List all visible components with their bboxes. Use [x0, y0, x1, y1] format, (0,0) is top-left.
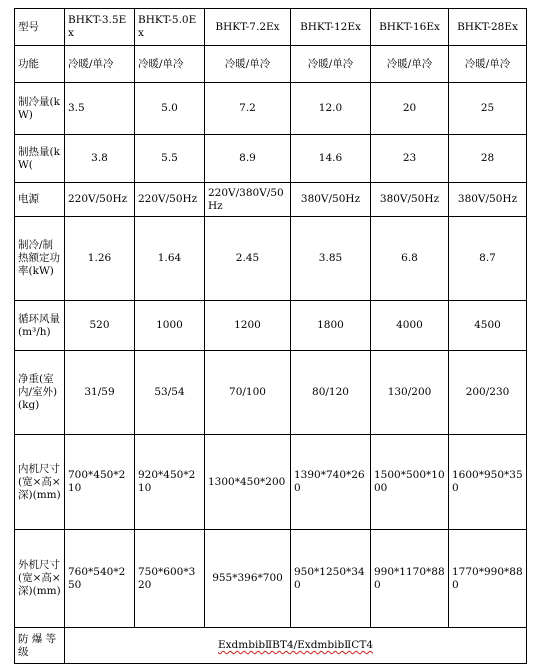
row-label: 功能	[15, 46, 65, 83]
cell: 冷暖/单冷	[135, 46, 205, 83]
row-label: 外机尺寸(宽×高×深)(mm)	[15, 530, 65, 628]
cell: 1600*950*350	[449, 435, 527, 530]
cell: 8.7	[449, 217, 527, 301]
cell: 990*1170*880	[371, 530, 449, 628]
cell: 80/120	[291, 351, 371, 435]
row-airflow	[15, 301, 527, 351]
row-label: 制冷/制热额定功率(kW)	[15, 217, 65, 301]
cell: 5.5	[135, 135, 205, 183]
cell: 冷暖/单冷	[205, 46, 291, 83]
col-header: BHKT-16Ex	[371, 9, 449, 46]
row-label: 制热量(kW(	[15, 135, 65, 183]
row-label: 循环风量(m³/h)	[15, 301, 65, 351]
cell: 220V/50Hz	[65, 183, 135, 217]
row-rated-power	[15, 217, 527, 301]
row-label-model: 型号	[15, 9, 65, 46]
cell: 220V/380V/50Hz	[205, 183, 291, 217]
cell: 冷暖/单冷	[371, 46, 449, 83]
explosion-proof-value: ExdmbibⅡBT4/ExdmbibⅡCT4	[217, 639, 374, 651]
cell: 380V/50Hz	[291, 183, 371, 217]
row-net-weight	[15, 351, 527, 435]
cell: 53/54	[135, 351, 205, 435]
row-label: 防 爆 等级	[15, 628, 65, 664]
cell: 380V/50Hz	[449, 183, 527, 217]
cell: 4500	[449, 301, 527, 351]
col-header: BHKT-12Ex	[291, 9, 371, 46]
cell: 1.64	[135, 217, 205, 301]
col-header: BHKT-5.0Ex	[135, 9, 205, 46]
cell: 760*540*250	[65, 530, 135, 628]
cell: 3.8	[65, 135, 135, 183]
cell: 1800	[291, 301, 371, 351]
cell: 4000	[371, 301, 449, 351]
cell: 28	[449, 135, 527, 183]
cell: 130/200	[371, 351, 449, 435]
spec-table	[14, 8, 527, 664]
cell: 1.26	[65, 217, 135, 301]
cell: 6.8	[371, 217, 449, 301]
row-explosion-proof	[15, 628, 527, 664]
cell: 冷暖/单冷	[65, 46, 135, 83]
cell: 7.2	[205, 83, 291, 135]
cell: 920*450*210	[135, 435, 205, 530]
row-label: 制冷量(kW)	[15, 83, 65, 135]
cell: 14.6	[291, 135, 371, 183]
row-label: 净重(室内/室外)(kg)	[15, 351, 65, 435]
cell: 750*600*320	[135, 530, 205, 628]
cell: 220V/50Hz	[135, 183, 205, 217]
cell: 1200	[205, 301, 291, 351]
row-label: 内机尺寸(宽×高×深)(mm)	[15, 435, 65, 530]
cell: 冷暖/单冷	[291, 46, 371, 83]
cell: 3.5	[65, 83, 135, 135]
cell: 2.45	[205, 217, 291, 301]
cell: 70/100	[205, 351, 291, 435]
row-label: 电源	[15, 183, 65, 217]
cell: 冷暖/单冷	[449, 46, 527, 83]
cell: 950*1250*340	[291, 530, 371, 628]
row-indoor-dimensions	[15, 435, 527, 530]
cell: 955*396*700	[205, 530, 291, 628]
cell: 1770*990*880	[449, 530, 527, 628]
cell: 380V/50Hz	[371, 183, 449, 217]
col-header: BHKT-7.2Ex	[205, 9, 291, 46]
header-row	[15, 9, 527, 46]
row-outdoor-dimensions	[15, 530, 527, 628]
cell: 8.9	[205, 135, 291, 183]
cell: 3.85	[291, 217, 371, 301]
cell: 200/230	[449, 351, 527, 435]
cell: 520	[65, 301, 135, 351]
cell: 1000	[135, 301, 205, 351]
cell: 700*450*210	[65, 435, 135, 530]
cell: 23	[371, 135, 449, 183]
cell: 31/59	[65, 351, 135, 435]
row-power-supply	[15, 183, 527, 217]
row-function	[15, 46, 527, 83]
row-heating	[15, 135, 527, 183]
cell: 5.0	[135, 83, 205, 135]
row-cooling	[15, 83, 527, 135]
cell: 25	[449, 83, 527, 135]
cell: 20	[371, 83, 449, 135]
cell: 1300*450*200	[205, 435, 291, 530]
cell: 1500*500*1000	[371, 435, 449, 530]
col-header: BHKT-28Ex	[449, 9, 527, 46]
explosion-proof-grade	[65, 628, 527, 664]
cell: 1390*740*260	[291, 435, 371, 530]
cell: 12.0	[291, 83, 371, 135]
col-header: BHKT-3.5Ex	[65, 9, 135, 46]
